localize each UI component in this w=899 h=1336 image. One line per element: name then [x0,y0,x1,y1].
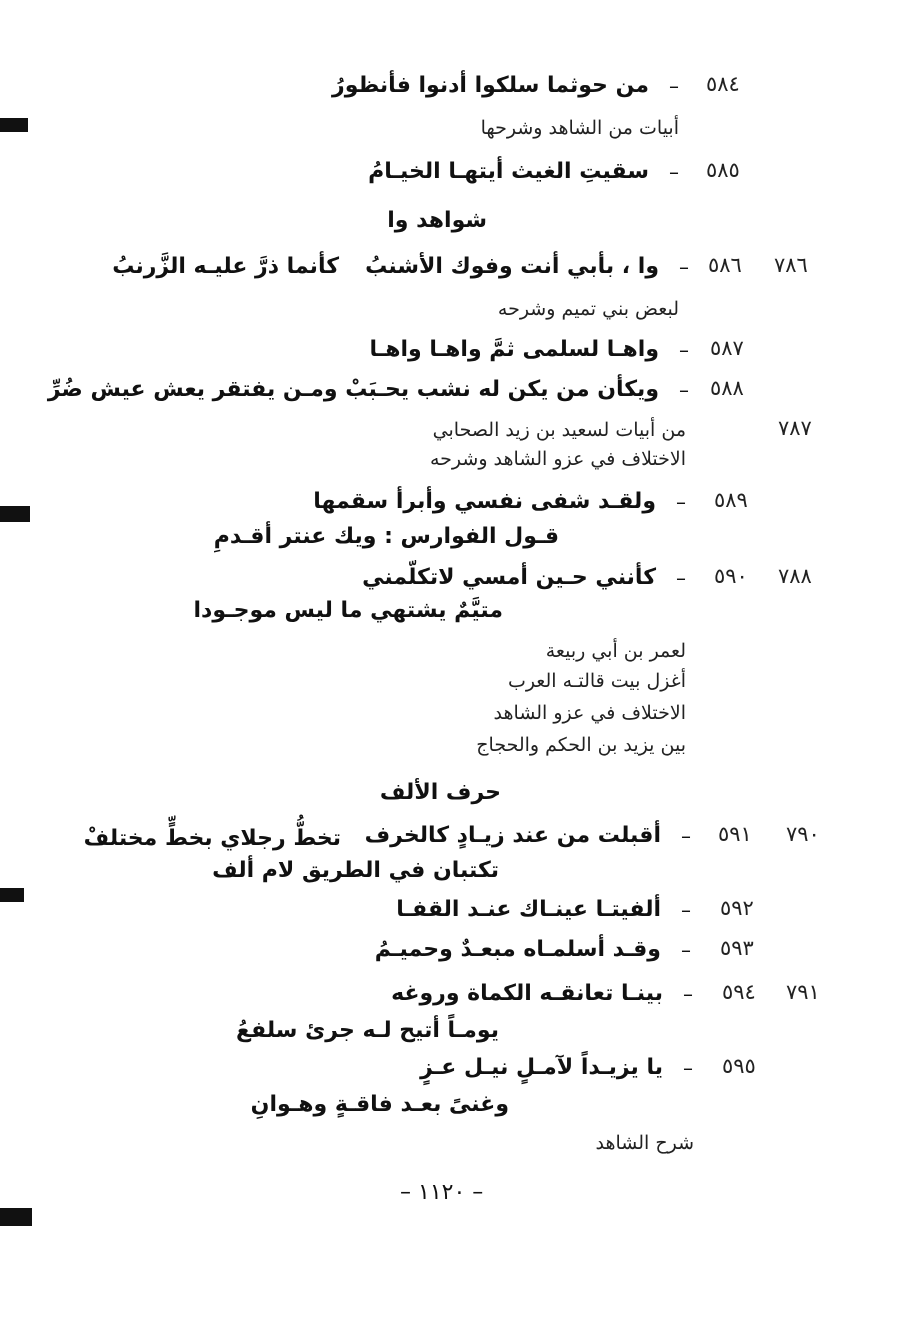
verse-dash: – [669,160,679,184]
verse-text: بينـا تعانقـه الكماة وروغه [391,981,663,1006]
scan-edge-mark [0,1208,32,1226]
verse-number: ٥٨٩ [714,488,748,512]
page-reference: ٧٨٦ [774,253,808,277]
commentary-text: الاختلاف في عزو الشاهد [493,702,686,724]
commentary-text: من أبيات لسعيد بن زيد الصحابي [432,419,686,441]
section-heading: حرف الألف [379,780,501,805]
verse-dash: – [676,490,686,514]
verse-number: ٥٩٥ [722,1054,756,1078]
verse-text: وا ، بأبي أنت وفوك الأشنبُ [365,254,659,279]
verse-dash: – [681,824,691,848]
verse-number: ٥٨٦ [708,253,742,277]
verse-number: ٥٩٤ [722,980,756,1004]
commentary-text: لعمر بن أبي ربيعة [545,640,686,662]
verse-second-hemistich: كأنما ذرَّ عليـه الزَّرنبُ [112,254,339,279]
verse-dash: – [679,338,689,362]
verse-third-line: تكتبان في الطريق لام ألف [212,858,499,883]
verse-dash: – [683,1056,693,1080]
verse-text: ويكأن من يكن له نشب يحـبَبْ ومـن يفتقر يعش عيش ضُرِّ [47,377,659,402]
verse-number: ٥٩١ [718,822,752,846]
verse-second-hemistich: يومـاً أتيح لـه جرئ سلفعُ [235,1018,499,1043]
verse-text: يا يزيـداً لآمـلٍ نيـل عـزٍ [420,1055,663,1080]
verse-dash: – [681,938,691,962]
verse-text: أقبلت من عند زيـادٍ كالخرف [364,823,661,848]
verse-text: من حوثما سلكوا أدنوا فأنظورُ [332,73,649,98]
scan-edge-mark [0,506,30,522]
verse-text: واهـا لسلمى ثمَّ واهـا واهـا [369,337,659,362]
page-reference: ٧٨٧ [778,416,812,440]
scan-edge-mark [0,118,28,132]
verse-number: ٥٩٢ [720,896,754,920]
scan-edge-mark [0,888,24,902]
page-number: – ١١٢٠ – [400,1180,484,1205]
verse-dash: – [676,566,686,590]
verse-dash: – [683,982,693,1006]
verse-number: ٥٩٣ [720,936,754,960]
verse-text: ولقـد شفى نفسي وأبرأ سقمها [313,489,656,514]
verse-text: سقيتِ الغيث أيتهـا الخيـامُ [368,159,649,184]
verse-number: ٥٨٥ [706,158,740,182]
verse-number: ٥٨٧ [710,336,744,360]
section-heading: شواهد وا [387,208,487,233]
page-reference: ٧٨٨ [778,564,812,588]
verse-second-hemistich: وغنىً بعـد فاقـةٍ وهـوانِ [250,1092,509,1117]
commentary-text: بين يزيد بن الحكم والحجاج [476,734,686,756]
verse-second-hemistich: متيَّمٌ يشتهي ما ليس موجـودا [193,598,503,623]
commentary-text: لبعض بني تميم وشرحه [497,298,679,320]
commentary-text: أغزل بيت قالتـه العرب [507,670,686,692]
commentary-text: شرح الشاهد [595,1132,694,1154]
page-reference: ٧٩١ [786,980,820,1004]
commentary-text: أبيات من الشاهد وشرحها [480,117,679,139]
verse-number: ٥٩٠ [714,564,748,588]
verse-number: ٥٨٤ [706,72,740,96]
verse-text: كأنني حـين أمسي لاتكلّمني [362,565,656,590]
verse-second-hemistich: قـول الفوارس : ويك عنتر أقـدمِ [213,524,559,549]
verse-dash: – [679,255,689,279]
verse-number: ٥٨٨ [710,376,744,400]
verse-dash: – [679,378,689,402]
commentary-text: الاختلاف في عزو الشاهد وشرحه [429,448,686,470]
verse-dash: – [681,898,691,922]
verse-dash: – [669,74,679,98]
verse-text: ألفيتـا عينـاك عنـد القفـا [396,897,661,922]
verse-text: وقـد أسلمـاه مبعـدٌ وحميـمُ [374,937,661,962]
verse-second-hemistich: تخطُّ رجلاي بخطٍّ مختلفْ [83,826,341,851]
page-reference: ٧٩٠ [786,822,820,846]
